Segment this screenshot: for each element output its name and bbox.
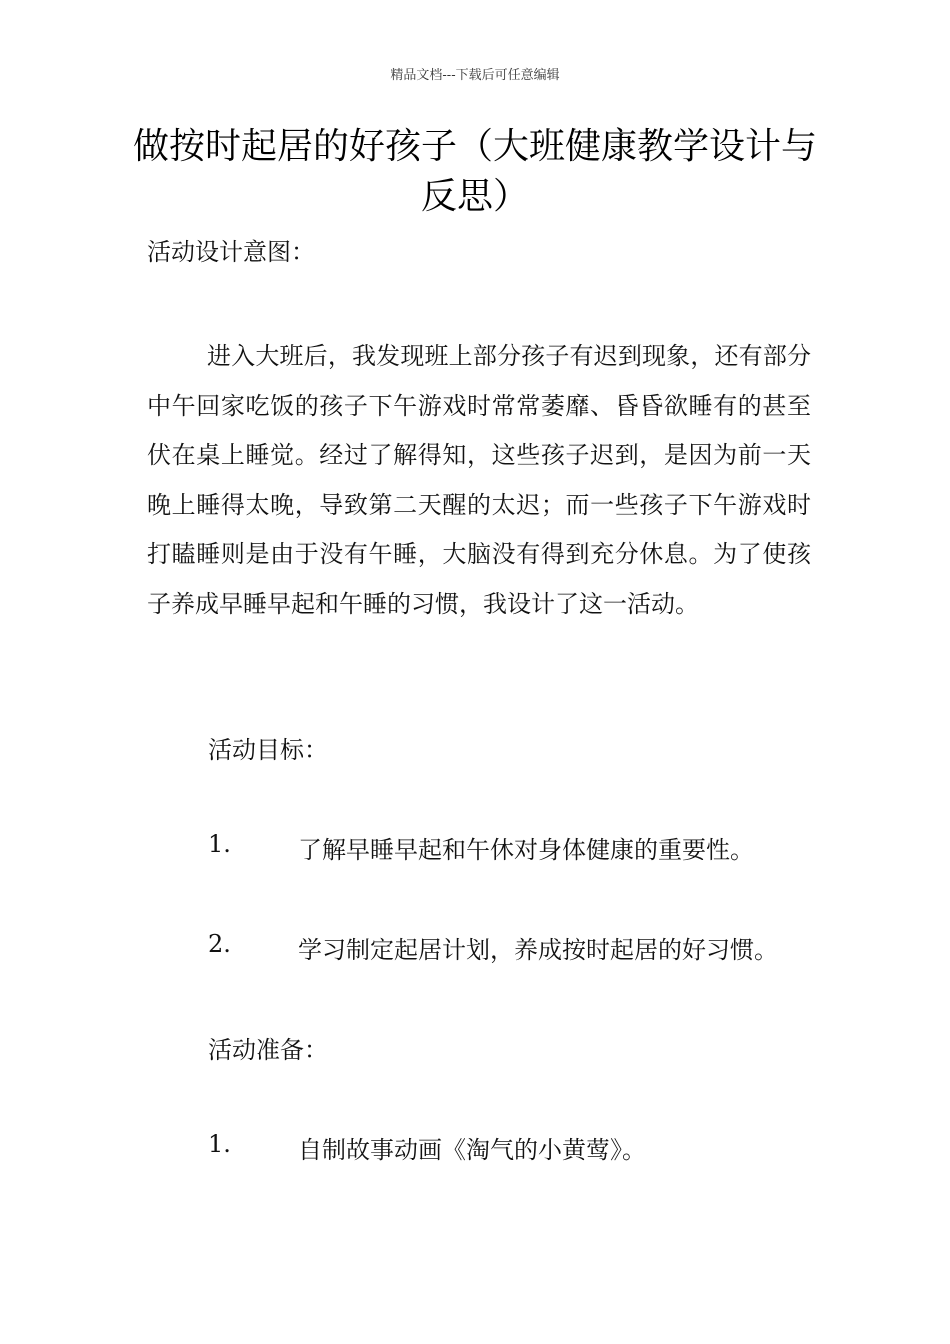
intent-paragraph: 进入大班后，我发现班上部分孩子有迟到现象，还有部分中午回家吃饭的孩子下午游戏时常常萎靡、昏昏欲睡有的甚至伏在桌上睡觉。经过了解得知，这些孩子迟到，是因为前一天晚上睡得太晚，导致第二天醒的太迟；而一些孩子下午游戏时打瞌睡则是由于没有午睡，大脑没有得到充分休息。为了使孩子养成早睡早起和午睡的习惯，我设计了这一活动。: [147, 342, 811, 618]
header-note: 精品文档---下载后可任意编辑: [390, 68, 560, 83]
preparation-label: 活动准备：: [208, 1036, 328, 1064]
goal-number: 2.: [208, 930, 231, 958]
intent-label: 活动设计意图：: [147, 238, 315, 266]
goal-text: 学习制定起居计划，养成按时起居的好习惯。: [298, 936, 778, 964]
preparation-number: 1.: [208, 1130, 231, 1158]
goal-number: 1.: [208, 830, 231, 858]
goal-text: 了解早睡早起和午休对身体健康的重要性。: [298, 836, 754, 864]
preparation-text: 自制故事动画《淘气的小黄莺》。: [298, 1136, 646, 1164]
document-title: 做按时起居的好孩子（大班健康教学设计与反思）: [132, 126, 817, 217]
goals-label: 活动目标：: [208, 736, 328, 764]
